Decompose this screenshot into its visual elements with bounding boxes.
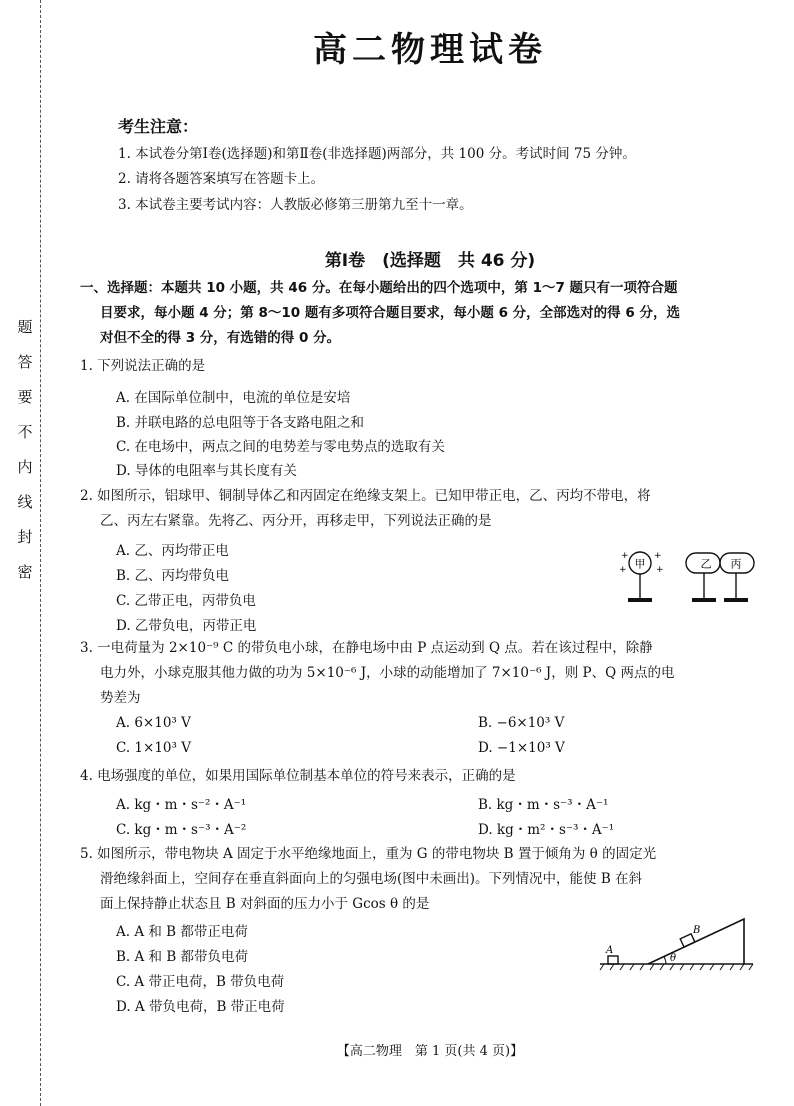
- label-b: B: [693, 925, 701, 936]
- conductor-figure: [616, 548, 766, 608]
- svg-text:+: +: [656, 565, 664, 575]
- label-yi: 乙: [700, 557, 712, 571]
- label-bing: 丙: [730, 557, 742, 571]
- seal-char: 题: [17, 318, 33, 336]
- stem-line: 电力外，小球克服其他力做的功为 5×10⁻⁶ J，小球的动能增加了 7×10⁻⁶ J，则 P、Q 两点的电: [100, 665, 675, 681]
- stem-line: 4. 电场强度的单位，如果用国际单位制基本单位的符号来表示，正确的是: [80, 768, 516, 784]
- question-4-stem: [80, 764, 786, 789]
- seal-char: 内: [17, 458, 33, 476]
- stem-line: 乙、丙左右紧靠。先将乙、丙分开，再移走甲，下列说法正确的是: [100, 513, 492, 529]
- question-3-option-a: A. 6×10³ V: [116, 715, 191, 731]
- stem-line: 1. 下列说法正确的是: [80, 358, 206, 374]
- section-intro: [80, 276, 784, 351]
- question-2-stem: [80, 484, 786, 534]
- stem-line: 3. 一电荷量为 2×10⁻⁹ C 的带负电小球，在静电场中由 P 点运动到 Q 点。若在该过程中，除静: [80, 640, 653, 656]
- question-4-option-a: A. kg・m・s⁻²・A⁻¹: [116, 797, 247, 813]
- seal-char: 答: [17, 353, 33, 371]
- label-theta: θ: [670, 953, 677, 964]
- question-2-option-b: B. 乙、丙均带负电: [116, 568, 230, 584]
- notice-heading: 考生注意：: [118, 117, 199, 136]
- block-a: [608, 956, 618, 964]
- page-footer: 【高二物理 第 1 页(共 4 页)】: [336, 1044, 524, 1059]
- conductor-yi-bing: [686, 553, 754, 602]
- question-5-stem: [80, 842, 786, 917]
- notice-item: 2. 请将各题答案填写在答题卡上。: [118, 171, 325, 187]
- incline-figure: [598, 915, 760, 973]
- section-heading: 第Ⅰ卷 (选择题 共 46 分): [324, 251, 536, 271]
- binding-margin-line: [40, 0, 42, 1106]
- stem-line: 势差为: [100, 690, 141, 706]
- stem-line: 5. 如图所示，带电物块 A 固定于水平绝缘地面上，重为 G 的带电物块 B 置于倾角为 θ 的固定光: [80, 846, 657, 862]
- intro-line: 对但不全的得 3 分，有选错的得 0 分。: [100, 330, 341, 346]
- intro-line: 目要求，每小题 4 分；第 8～10 题有多项符合题目要求，每小题 6 分，全部选对的得 6 分，选: [100, 305, 680, 321]
- question-1-stem: [80, 354, 786, 379]
- intro-line: 一、选择题：本题共 10 小题，共 46 分。在每小题给出的四个选项中，第 1～7 题只有一项符合题: [80, 280, 678, 296]
- seal-char: 线: [17, 493, 33, 511]
- question-1-option-c: C. 在电场中，两点之间的电势差与零电势点的选取有关: [116, 439, 445, 455]
- sphere-jia: [619, 551, 664, 602]
- stem-line: 面上保持静止状态且 B 对斜面的压力小于 Gcos θ 的是: [100, 896, 430, 912]
- question-3-option-d: D. −1×10³ V: [478, 740, 565, 756]
- binding-seal-text: [14, 320, 36, 600]
- question-1-option-b: B. 并联电路的总电阻等于各支路电阻之和: [116, 415, 365, 431]
- seal-char: 不: [17, 423, 33, 441]
- question-3-option-c: C. 1×10³ V: [116, 740, 191, 756]
- label-a: A: [606, 945, 614, 956]
- svg-text:+: +: [619, 565, 627, 575]
- seal-char: 封: [17, 528, 33, 546]
- question-4-option-d: D. kg・m²・s⁻³・A⁻¹: [478, 822, 615, 838]
- question-1-option-a: A. 在国际单位制中，电流的单位是安培: [116, 390, 351, 406]
- question-3-stem: [80, 636, 786, 711]
- stem-line: 2. 如图所示，铝球甲、铜制导体乙和丙固定在绝缘支架上。已知甲带正电，乙、丙均不带电，将: [80, 488, 651, 504]
- seal-char: 密: [17, 563, 33, 581]
- question-5-option-d: D. A 带负电荷，B 带正电荷: [116, 999, 285, 1015]
- question-5-option-a: A. A 和 B 都带正电荷: [116, 924, 248, 940]
- question-4-option-b: B. kg・m・s⁻³・A⁻¹: [478, 797, 609, 813]
- question-1-option-d: D. 导体的电阻率与其长度有关: [116, 463, 297, 479]
- page-title: 高二物理试卷: [313, 30, 547, 70]
- svg-text:+: +: [621, 551, 629, 561]
- seal-char: 要: [17, 388, 33, 406]
- question-5-option-b: B. A 和 B 都带负电荷: [116, 949, 249, 965]
- question-5-option-c: C. A 带正电荷，B 带负电荷: [116, 974, 285, 990]
- label-jia: 甲: [634, 557, 646, 571]
- question-3-option-b: B. −6×10³ V: [478, 715, 565, 731]
- notice-item: 1. 本试卷分第Ⅰ卷(选择题)和第Ⅱ卷(非选择题)两部分，共 100 分。考试时间 75 分钟。: [118, 146, 636, 162]
- question-2-option-c: C. 乙带正电，丙带负电: [116, 593, 256, 609]
- notice-item: 3. 本试卷主要考试内容：人教版必修第三册第九至十一章。: [118, 197, 473, 213]
- stem-line: 滑绝缘斜面上，空间存在垂直斜面向上的匀强电场(图中未画出)。下列情况中，能使 B 在斜: [100, 871, 643, 887]
- question-2-option-d: D. 乙带负电，丙带正电: [116, 618, 257, 634]
- svg-text:+: +: [654, 551, 662, 561]
- question-4-option-c: C. kg・m・s⁻³・A⁻²: [116, 822, 247, 838]
- question-2-option-a: A. 乙、丙均带正电: [116, 543, 229, 559]
